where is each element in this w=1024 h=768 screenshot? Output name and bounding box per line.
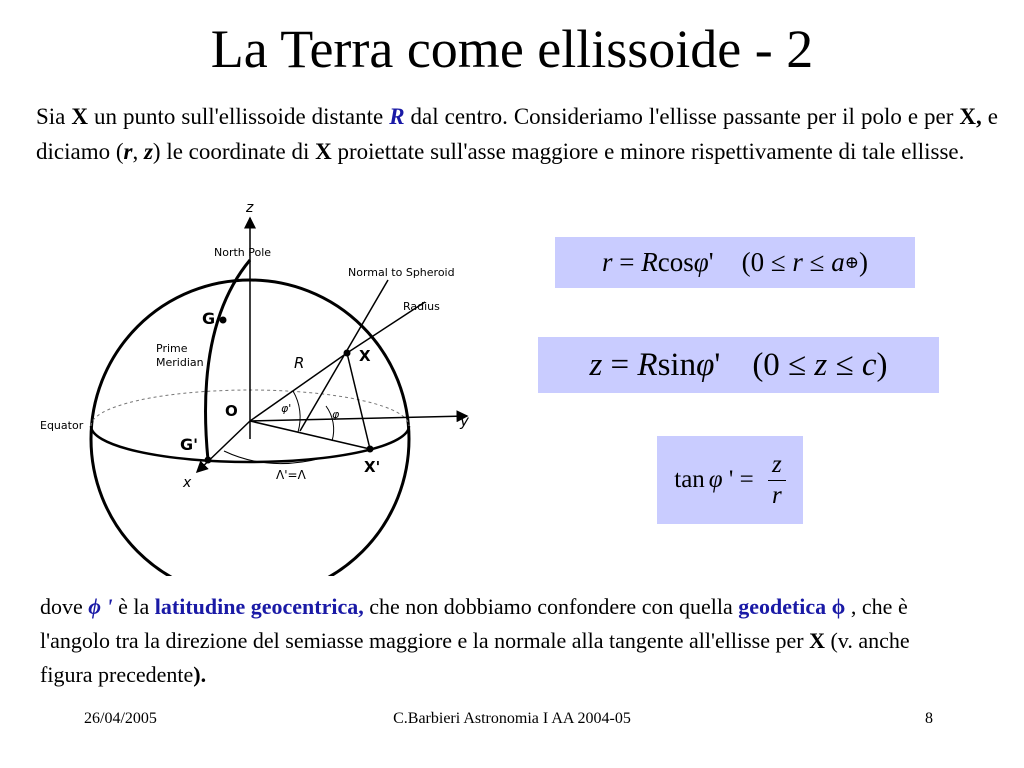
f2-eq: = [602,346,638,383]
point-g [220,317,227,324]
f1-phi: φ [693,247,709,277]
footer-date: 26/04/2005 [84,710,157,727]
f2-c: c [861,346,877,383]
f3-den: r [768,480,786,511]
point-g-prime [205,457,212,464]
f1-r2: r [792,247,803,277]
g-label: G [202,309,216,328]
projection-line [250,421,370,449]
f3-num: z [772,450,782,478]
coord-z: z [143,138,153,164]
point-x: X [809,628,825,653]
geodetic-term: geodetica ϕ [738,594,846,619]
ellipsoid-figure [30,196,530,576]
f3-tan: tan [674,466,705,493]
o-label: O [225,402,238,420]
point-x: X [315,138,332,164]
f2-range-open: (0 ≤ [752,346,815,383]
footer-page-number: 8 [925,710,933,727]
f1-r: r [602,247,613,277]
f1-eq: = [612,247,642,277]
normal-label: Normal to Spheroid [348,266,455,279]
prime-meridian [206,260,250,460]
f1-le: ≤ [802,247,832,277]
f1-cos: cos [657,247,694,277]
formula-r [555,237,915,288]
north-pole-label: North Pole [214,246,272,259]
intro-paragraph [36,100,998,169]
normal-line [300,280,388,431]
bottom-text: , che è l'angolo tra la direzione del semiasse maggiore e la normale alla tangente all'ellisse per [40,594,908,653]
meridian-label: Meridian [156,356,204,369]
phi-prime-label: φ' [281,402,292,415]
bottom-text: è la [112,594,155,619]
phi-prime-arc [293,391,300,432]
f2-range-close: ) [876,346,888,383]
equator-label: Equator [40,419,84,432]
f1-a: a [831,247,845,277]
intro-text: dal centro. Consideriamo l'ellisse passante per il polo e per [404,104,960,129]
f2-R: R [637,346,658,383]
bottom-text: dove [40,594,89,619]
z-axis-label: z [246,200,254,216]
f2-phi: φ [696,346,715,383]
bottom-text: (v. anche figura precedente [40,628,910,687]
x-label: X [359,347,371,365]
g-prime-label: G' [180,435,199,454]
f1-prime: ' [708,247,714,277]
bottom-text: che non dobbiamo confondere con quella [363,594,739,619]
formula-z [538,337,939,393]
f1-R: R [641,247,658,277]
f2-z2: z [814,346,828,383]
intro-text: proiettate sull'asse maggiore e minore rispettivamente di tale ellisse. [331,138,965,164]
coord-r: r [123,138,133,164]
x-axis-label: x [183,475,192,491]
f1-sub: ⊕ [844,252,859,272]
phi-label: φ [332,408,340,421]
y-axis-line [250,416,467,421]
geocentric-term: latitudine geocentrica, [154,594,364,619]
f2-le: ≤ [827,346,862,383]
phi-prime-symbol: ϕ ' [88,594,113,619]
intro-text: Sia [36,104,72,129]
f2-sin: sin [657,346,697,383]
x-prime-label: X' [364,458,381,476]
intro-text: , [132,138,144,164]
slide-title: La Terra come ellissoide - 2 [210,19,814,79]
intro-text: ) le coordinate di [152,138,316,164]
y-axis-label: y [460,412,469,430]
vertical-drop [347,353,370,449]
radius-label: Radius [403,300,440,313]
footer-author: C.Barbieri Astronomia I AA 2004-05 [393,710,631,727]
r-label: R [294,354,305,372]
bottom-paragraph [40,590,960,692]
prime-label: Prime [156,342,188,355]
bottom-text: ). [193,662,207,687]
intro-text: un punto sull'ellissoide distante [88,104,390,129]
lambda-label: Λ'=Λ [276,468,306,482]
point-x: X [71,104,89,129]
formula-tan [657,436,803,524]
radius-r: R [389,104,405,129]
intro-text: e diciamo ( [36,104,998,164]
f1-range-close: ) [858,247,868,277]
f2-prime: ' [714,346,721,383]
f3-phi: φ [708,466,723,493]
f1-range-open: (0 ≤ [741,247,793,277]
f2-z: z [589,346,603,383]
point-x-prime [367,446,374,453]
f3-prime: ' = [722,466,760,493]
f3-fraction [768,450,786,511]
point-x-dot [344,350,351,357]
point-x: X, [959,104,982,129]
